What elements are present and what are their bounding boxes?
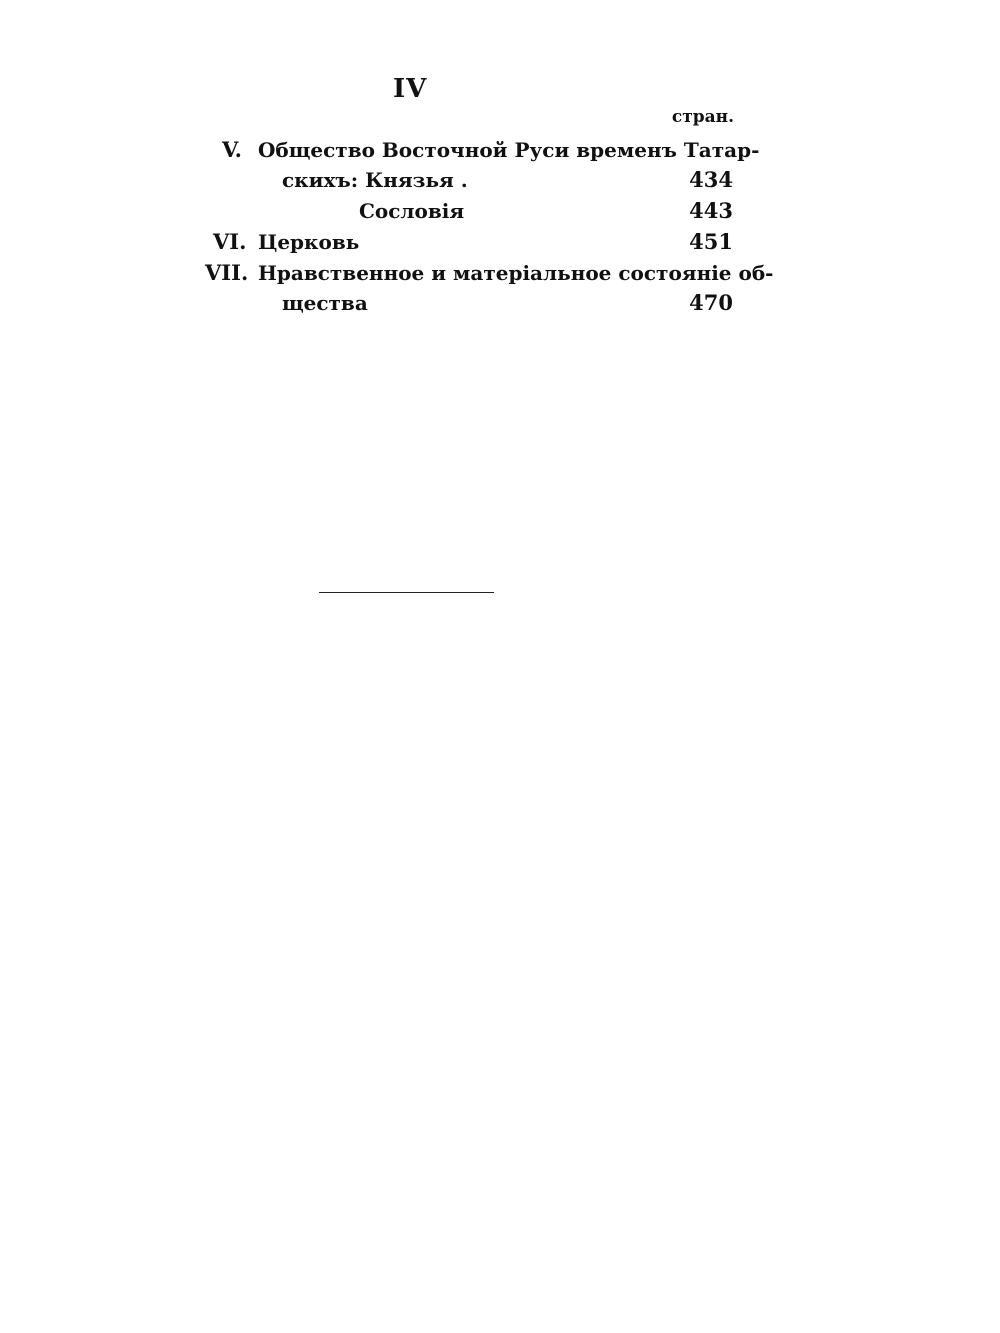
separator-rule bbox=[319, 592, 494, 593]
entry-5-page: 434 bbox=[689, 167, 733, 192]
page-column-header: стран. bbox=[671, 107, 734, 127]
entry-5-numeral: V. bbox=[222, 137, 242, 162]
entry-6-page: 451 bbox=[689, 229, 733, 254]
entry-5-title-line-2: скихъ: Князья . bbox=[282, 168, 468, 192]
entry-7-title-line-1: Нравственное и матеріальное состояніе об- bbox=[258, 261, 774, 285]
entry-5b-page: 443 bbox=[689, 198, 733, 223]
entry-6-title: Церковь bbox=[258, 230, 360, 254]
entry-7-page: 470 bbox=[689, 290, 733, 315]
entry-5-title-line-1: Общество Восточной Руси временъ Татар- bbox=[258, 138, 760, 162]
entry-7-numeral: VII. bbox=[205, 260, 249, 285]
page-number: IV bbox=[393, 74, 428, 104]
entry-5b-title: Сословія bbox=[359, 199, 465, 223]
entry-7-title-line-2: щества bbox=[282, 291, 368, 315]
entry-6-numeral: VI. bbox=[213, 229, 247, 254]
